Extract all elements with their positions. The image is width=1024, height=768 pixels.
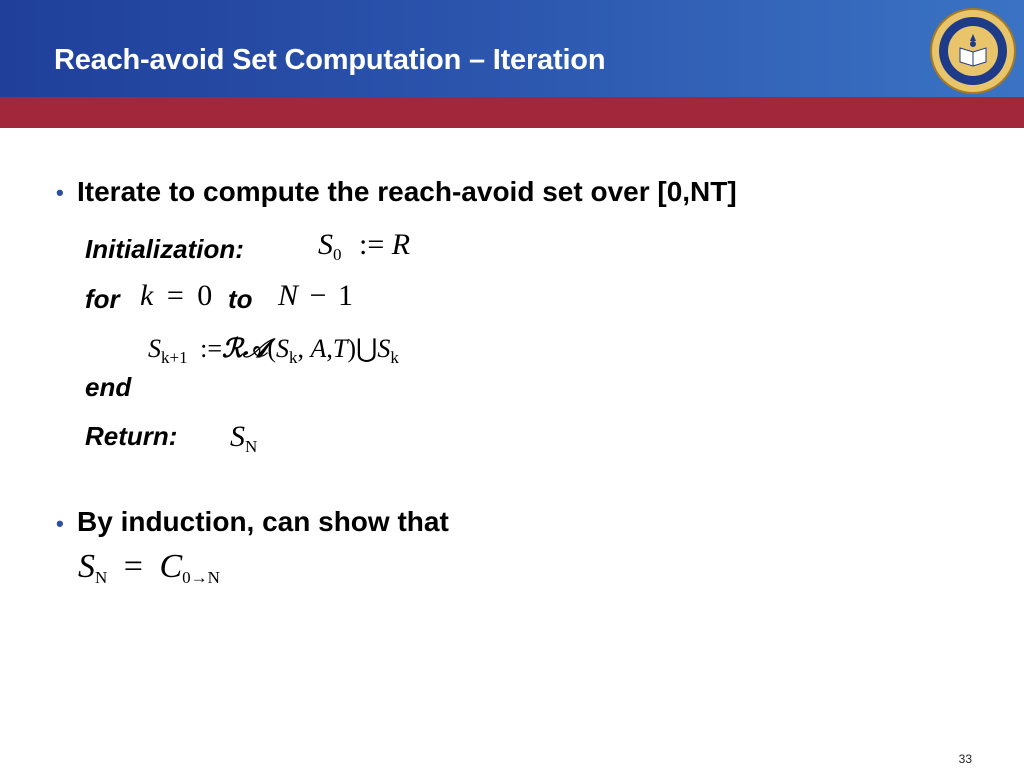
conclusion-eq: = <box>123 548 143 585</box>
init-rhs: R <box>391 228 411 261</box>
loop-end-var: N <box>278 279 299 312</box>
loop-end <box>278 279 353 313</box>
loop-start-val: 0 <box>197 279 213 312</box>
title-accent-band <box>0 97 1024 128</box>
initialization-label: Initialization: <box>85 234 244 264</box>
university-seal-logo <box>930 8 1016 94</box>
return-label: Return: <box>85 421 178 451</box>
loop-var: k <box>140 279 154 312</box>
init-lhs-sub: 0 <box>333 245 342 264</box>
update-equation <box>148 334 399 365</box>
reach-avoid-operator: ℛ𝒜 <box>221 334 268 364</box>
init-op: := <box>359 228 385 261</box>
return-sub: N <box>245 437 258 456</box>
return-value <box>230 420 257 454</box>
conclusion-rhs-sub: 0→N <box>182 568 220 587</box>
init-lhs: S <box>318 228 333 261</box>
loop-start <box>140 279 212 313</box>
page-number: 33 <box>958 752 972 766</box>
bullet-text-induction: By induction, can show that <box>77 506 449 537</box>
conclusion-rhs: C <box>159 548 183 585</box>
end-label: end <box>85 372 132 402</box>
update-arg2: A <box>310 334 327 363</box>
loop-eq: = <box>166 279 184 312</box>
union-symbol: ⋃ <box>356 334 378 363</box>
update-lhs: S <box>148 334 161 363</box>
for-label: for <box>85 284 120 314</box>
bullet-marker: • <box>56 180 64 205</box>
return-sym: S <box>230 420 245 453</box>
conclusion-equation <box>78 548 220 586</box>
loop-end-op: − <box>309 279 327 312</box>
update-op: := <box>200 334 222 363</box>
update-open: ( <box>267 334 276 363</box>
title-bar <box>0 0 1024 97</box>
update-arg1-sub: k <box>289 348 298 367</box>
update-lhs-sub: k+1 <box>161 348 188 367</box>
update-comma1: , <box>297 334 304 363</box>
update-rhs-sub: k <box>390 348 399 367</box>
bullet-text-iterate: Iterate to compute the reach-avoid set over [0,NT] <box>77 176 737 207</box>
init-equation <box>318 228 410 262</box>
update-comma2: , <box>326 334 333 363</box>
to-label: to <box>228 284 253 314</box>
slide-title: Reach-avoid Set Computation – Iteration <box>54 44 606 76</box>
loop-end-val: 1 <box>337 279 353 312</box>
bullet-marker: • <box>56 511 64 536</box>
update-rhs: S <box>377 334 391 363</box>
conclusion-lhs: S <box>78 548 95 585</box>
update-arg3: T <box>332 334 348 363</box>
update-close: ) <box>347 334 357 363</box>
update-arg1: S <box>276 334 289 363</box>
conclusion-lhs-sub: N <box>95 568 108 587</box>
